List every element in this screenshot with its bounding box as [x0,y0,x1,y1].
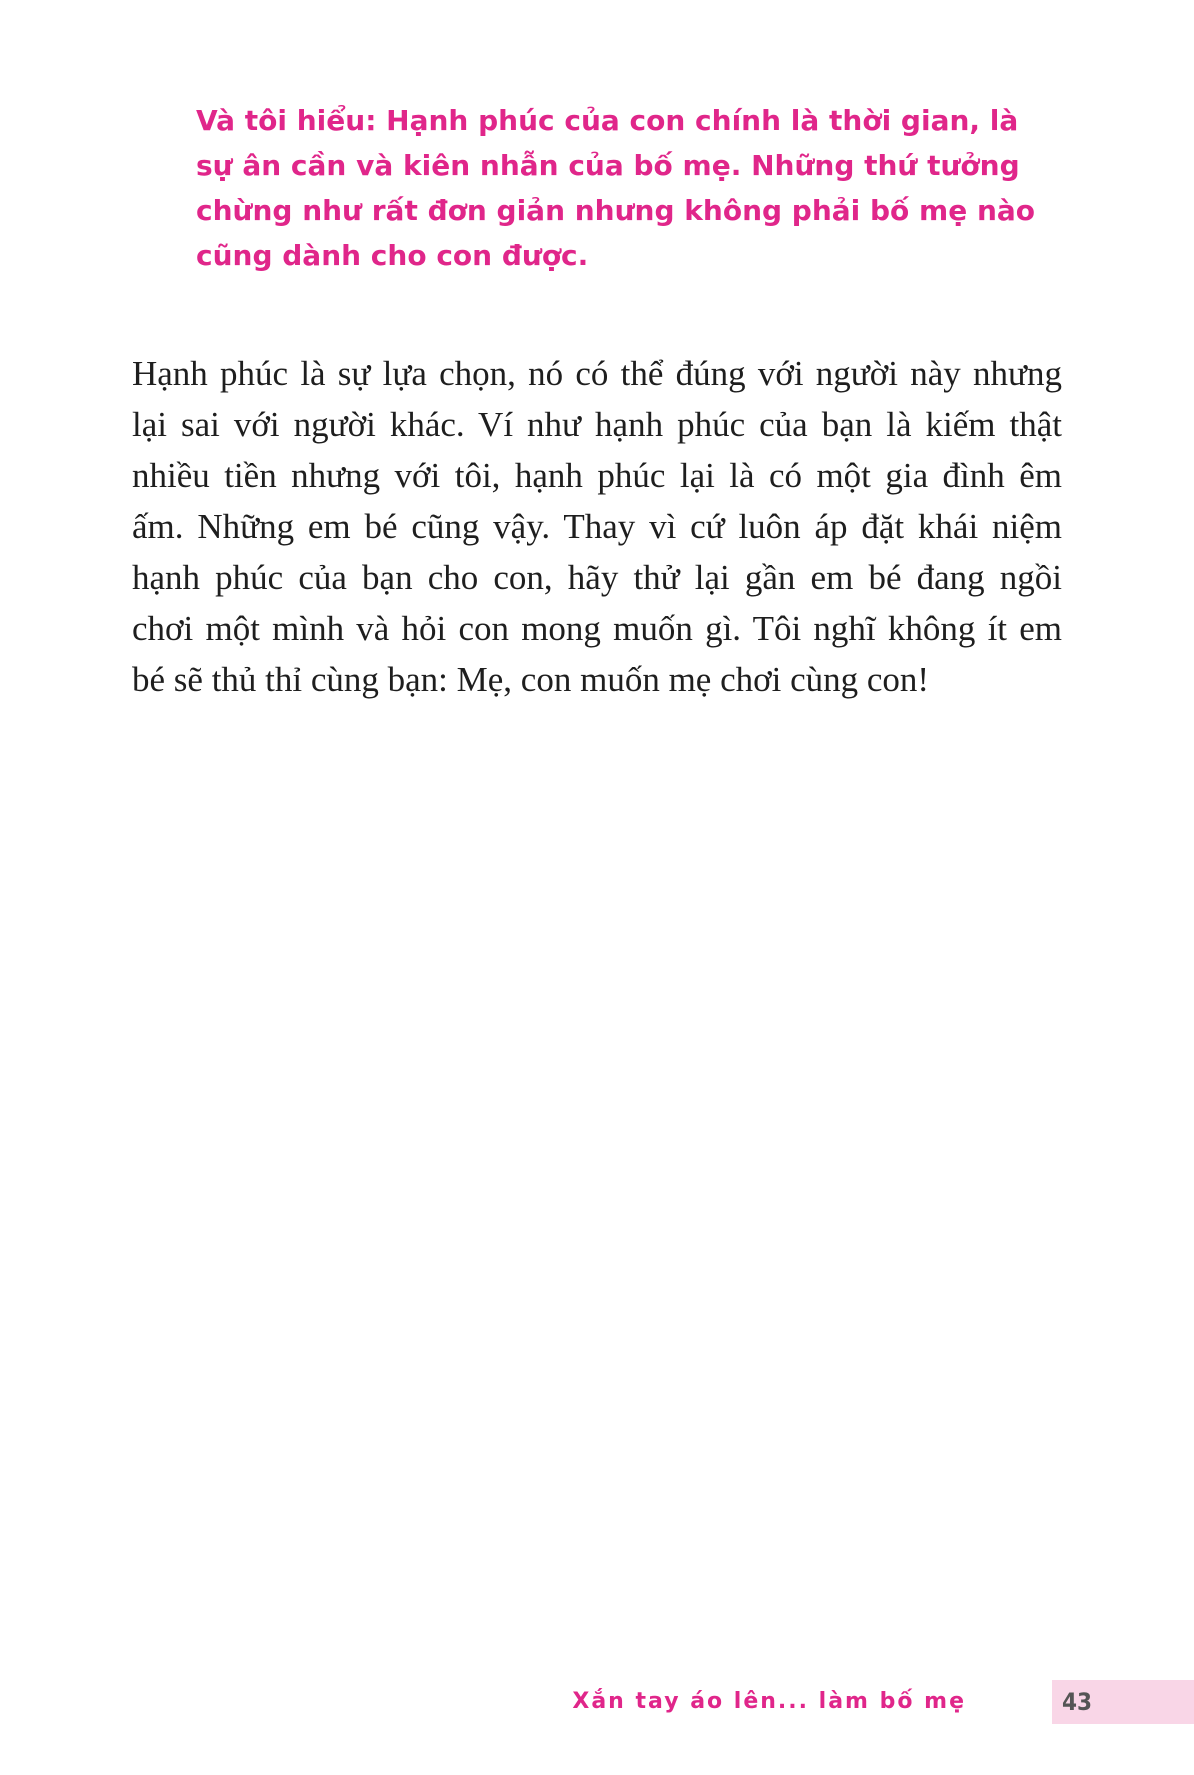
paragraph-line: hạnh phúc của bạn cho con, hãy thử lại gần em bé đang ngồi [132,558,1062,597]
running-footer-title: Xắn tay áo lên... làm bố mẹ [572,1689,966,1714]
paragraph-line: bé sẽ thủ thỉ cùng bạn: Mẹ, con muốn mẹ chơi cùng con! [132,660,930,699]
page-number-tab [1052,1680,1194,1724]
paragraph-line: Hạnh phúc là sự lựa chọn, nó có thể đúng với người này nhưng [132,354,1062,393]
paragraph-line: ấm. Những em bé cũng vậy. Thay vì cứ luôn áp đặt khái niệm [132,507,1062,546]
paragraph-line: lại sai với người khác. Ví như hạnh phúc của bạn là kiếm thật [132,405,1062,444]
paragraph-line: nhiều tiền nhưng với tôi, hạnh phúc lại là có một gia đình êm [132,456,1062,495]
highlighted-quote [196,98,1036,278]
body-paragraph [132,348,1062,705]
quote-line: Và tôi hiểu: Hạnh phúc của con chính là thời gian, là [196,104,1019,137]
page-number: 43 [1062,1688,1093,1716]
quote-line: chừng như rất đơn giản nhưng không phải bố mẹ nào [196,194,1036,227]
quote-line: cũng dành cho con được. [196,239,589,272]
paragraph-line: chơi một mình và hỏi con mong muốn gì. Tôi nghĩ không ít em [132,609,1062,648]
quote-line: sự ân cần và kiên nhẫn của bố mẹ. Những thứ tưởng [196,149,1020,182]
